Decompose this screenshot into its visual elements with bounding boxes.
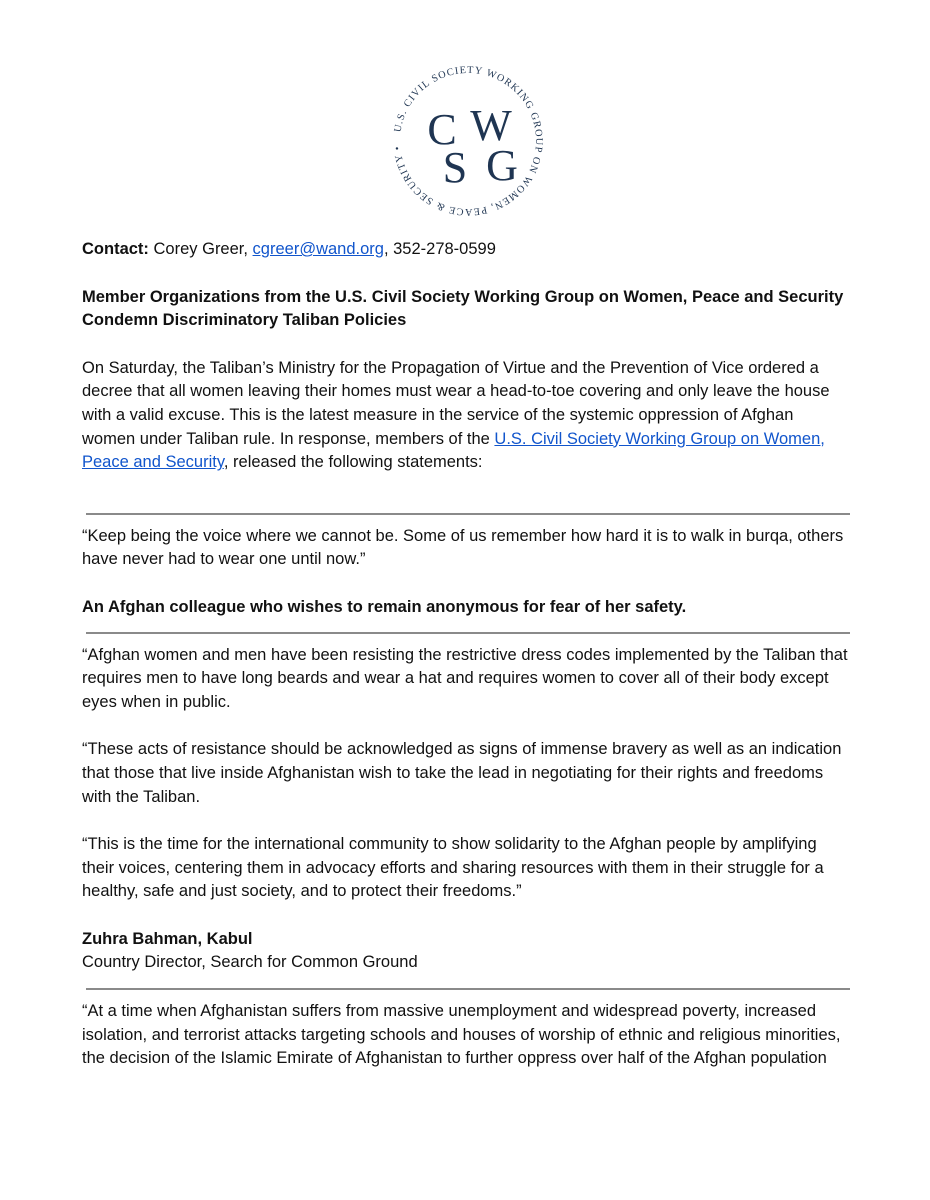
monogram-s: S [442,143,468,192]
cswg-seal [385,58,551,224]
intro-text: On Saturday, the Taliban’s Ministry for the Propagation of Virtue and the Prevention of Vice ordered a decree that all women leaving their homes must wear a head-to-toe covering and only leave the house with a valid excuse. This is the latest measure in the service of the systemic oppression of Afghan women under Taliban rule. In response, members of the [82,358,830,448]
statement-quote: “These acts of resistance should be acknowledged as signs of immense bravery as well as an indication that those that live inside Afghanistan wish to take the lead in negotiating for their rights and freedoms with the Taliban. [82,740,842,806]
statement-attribution: An Afghan colleague who wishes to remain anonymous for fear of her safety. [82,597,687,616]
seal-ring-text: U.S. CIVIL SOCIETY WORKING GROUP ON WOMEN, PEACE & SECURITY • [392,64,545,218]
contact-phone: , 352-278-0599 [383,240,496,258]
statement-quote: “At a time when Afghanistan suffers from massive unemployment and widespread poverty, increased isolation, and terrorist attacks targeting schools and houses of worship of ethnic and religious minorities, the decision of the Islamic Emirate of Afghanistan to further oppress over half of the Afghan population [82,1002,841,1068]
contact-line [82,238,850,262]
statement-attribution-title: Country Director, Search for Common Ground [82,953,418,972]
monogram-w: W [470,101,512,150]
contact-label: Contact: [82,240,149,258]
intro-paragraph [82,357,850,475]
monogram-c: C [427,105,457,154]
press-release-body [82,238,850,1071]
statement-quote: “Keep being the voice where we cannot be. Some of us remember how hard it is to walk in burqa, others have never had to wear one until now.” [82,526,844,569]
contact-email-link[interactable]: cgreer@wand.org [252,240,384,258]
monogram-g: G [486,141,518,190]
intro-after: , released the following statements: [223,453,483,472]
statement-attribution-name: Zuhra Bahman, Kabul [82,929,253,948]
contact-name: Corey Greer, [148,240,253,258]
section-divider [86,632,850,634]
headline: Member Organizations from the U.S. Civil Society Working Group on Women, Peace and Security Condemn Discriminatory Taliban Policies [82,287,844,330]
cswg-logo [385,58,551,224]
section-divider [86,988,850,990]
section-divider [86,513,850,515]
statement-quote: “Afghan women and men have been resisting the restrictive dress codes implemented by the Taliban that requires men to have long beards and wear a hat and requires women to cover all of their body except eyes when in public. [82,645,848,711]
statement-quote: “This is the time for the international community to show solidarity to the Afghan people by amplifying their voices, centering them in advocacy efforts and sharing resources with them in their struggle for a healthy, safe and just society, and to protect their freedoms.” [82,835,824,901]
working-group-link[interactable]: U.S. Civil Society Working Group on Women, Peace and Security [82,429,825,472]
